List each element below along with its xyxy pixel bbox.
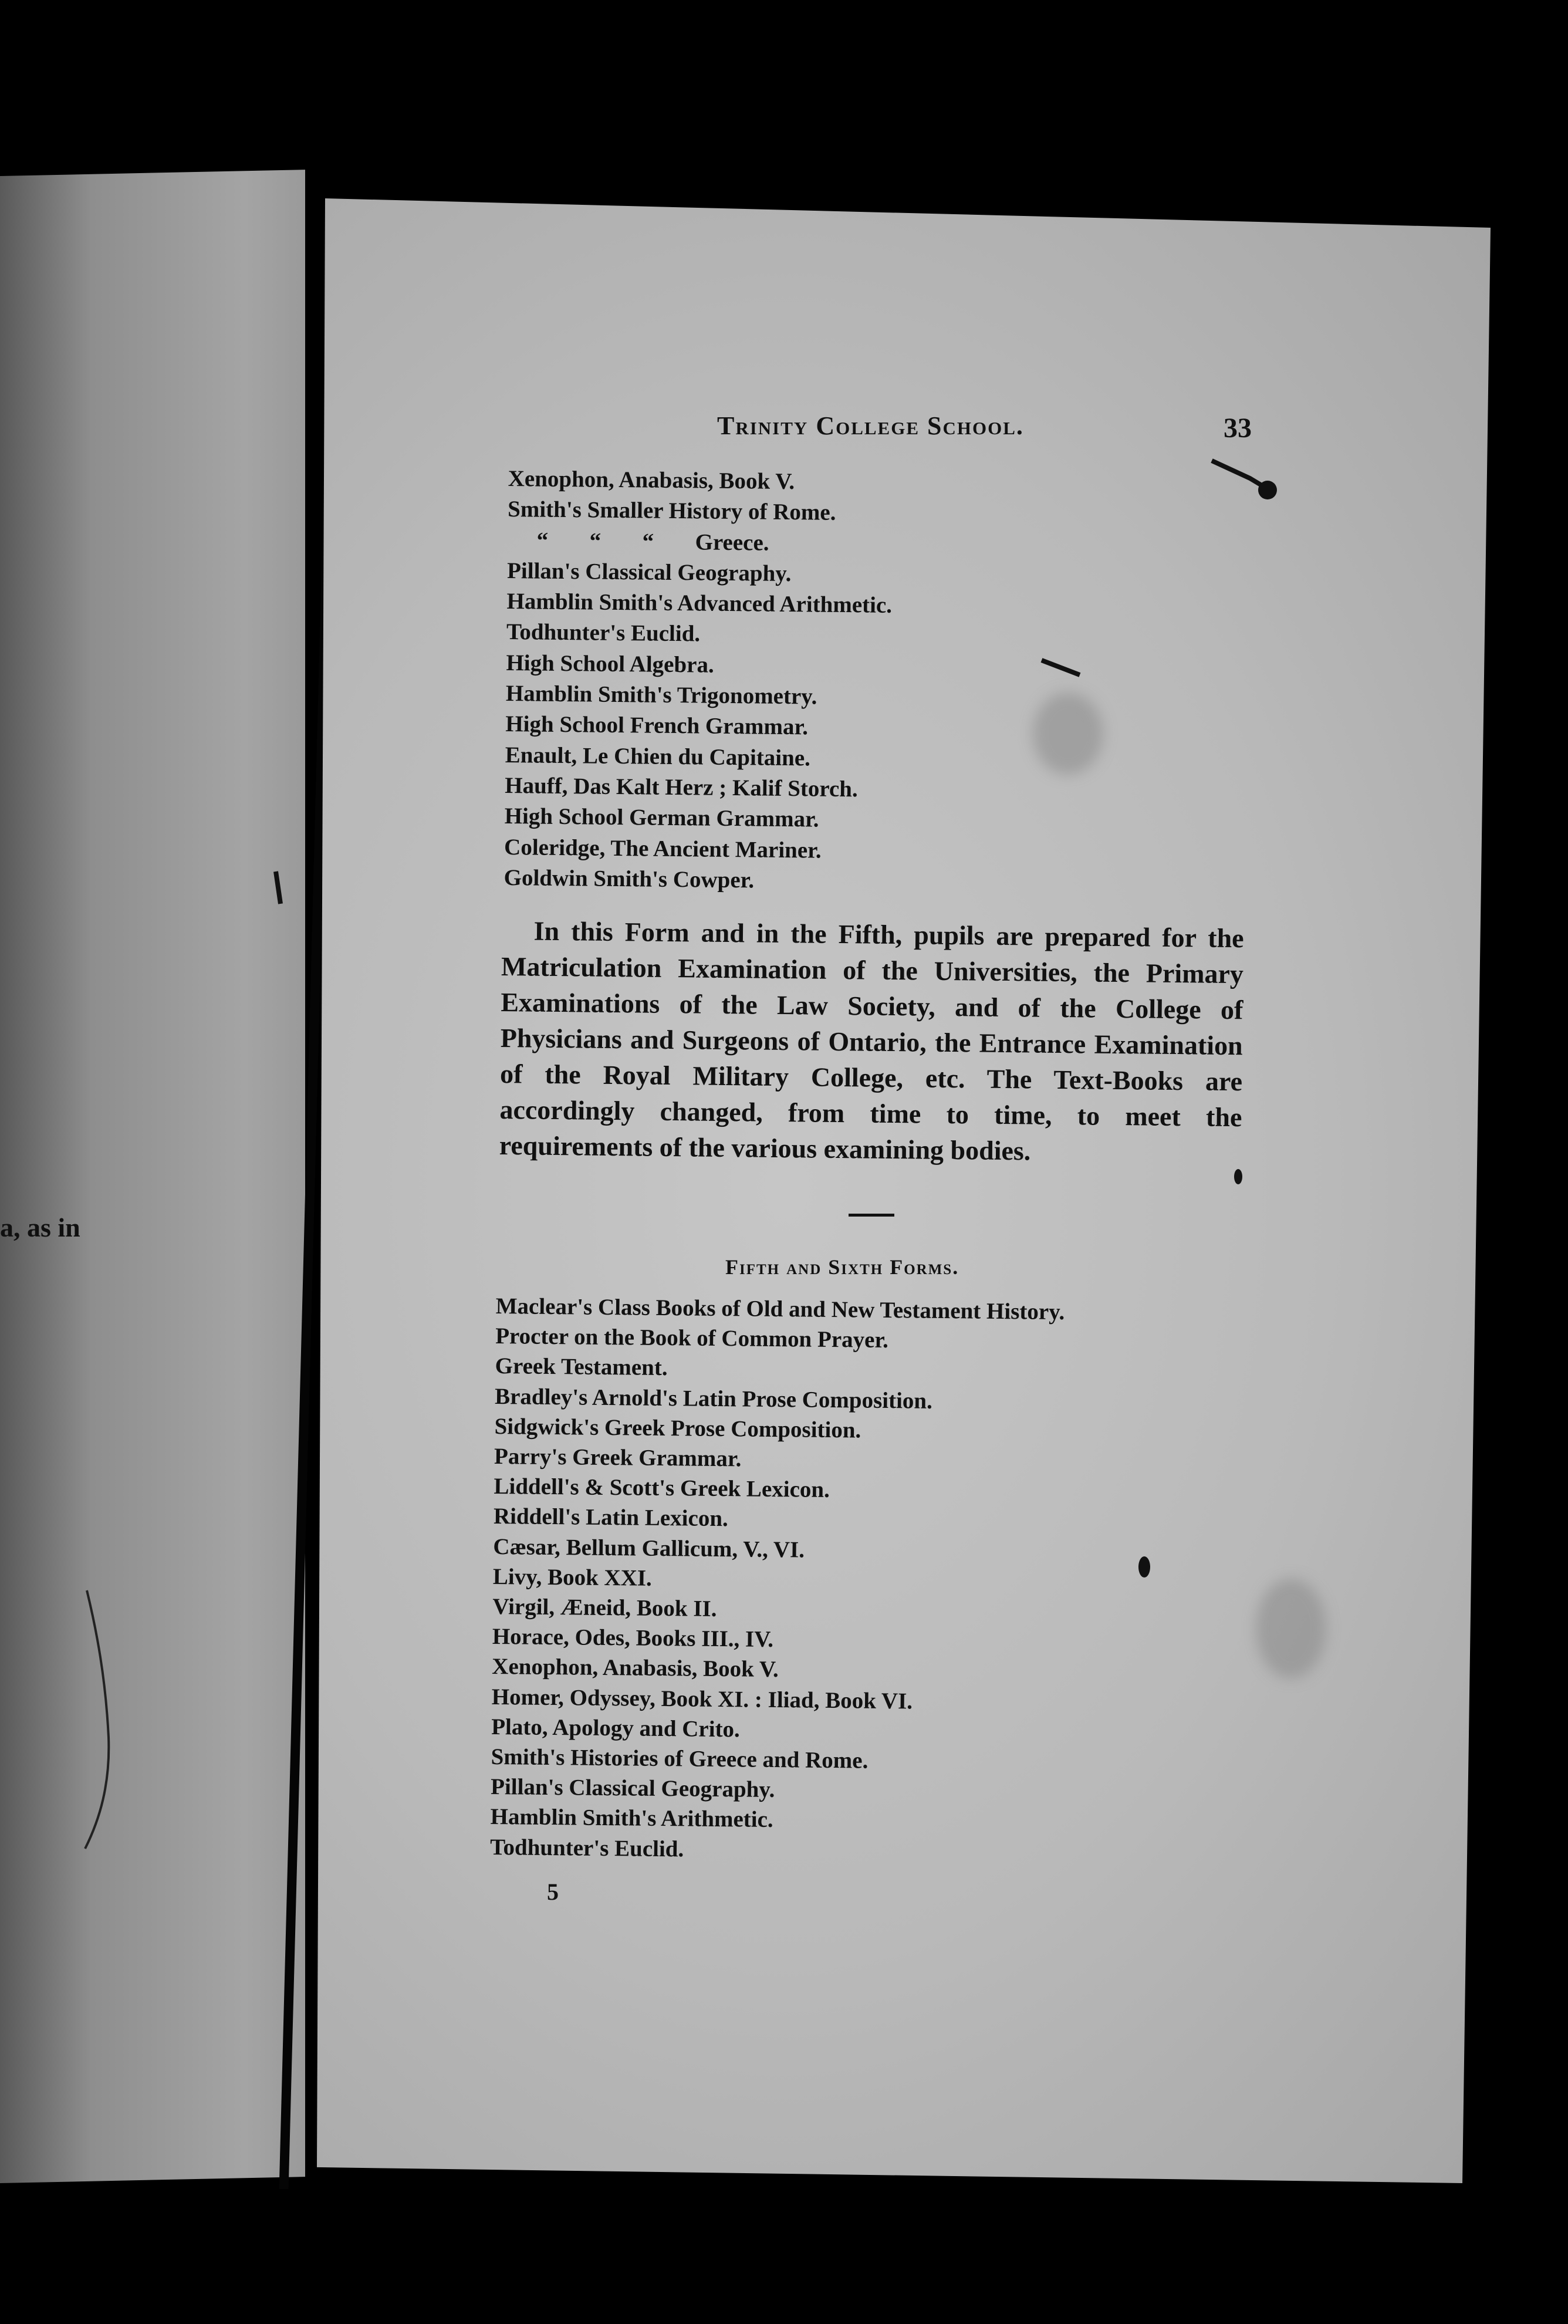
list-item: Xenophon, Anabasis, Book V. <box>492 1654 779 1683</box>
list-item: High School French Grammar. <box>505 711 809 740</box>
ink-mark <box>270 869 288 910</box>
list-item: Todhunter's Euclid. <box>489 1834 684 1862</box>
text-book-list-fourth-form <box>503 464 893 897</box>
list-item: Horace, Odes, Books III., IV. <box>492 1624 774 1653</box>
list-item: Riddell's Latin Lexicon. <box>493 1504 728 1532</box>
list-item: Liddell's & Scott's Greek Lexicon. <box>494 1474 830 1503</box>
list-item: Virgil, Æneid, Book II. <box>492 1594 717 1622</box>
list-item: Bradley's Arnold's Latin Prose Composition. <box>494 1383 933 1414</box>
ink-blot <box>1209 452 1285 516</box>
list-item: High School Algebra. <box>506 650 714 678</box>
list-item-ditto <box>507 525 893 560</box>
section-divider <box>849 1214 894 1217</box>
list-item: Smith's Smaller History of Rome. <box>507 496 836 526</box>
list-item: Cæsar, Bellum Gallicum, V., VI. <box>493 1533 805 1563</box>
list-item: Pillan's Classical Geography. <box>490 1774 775 1803</box>
list-item: Smith's Histories of Greece and Rome. <box>491 1744 869 1774</box>
ink-mark <box>1039 657 1086 681</box>
list-item: Goldwin Smith's Cowper. <box>503 864 755 893</box>
list-item: Enault, Le Chien du Capitaine. <box>505 742 811 771</box>
list-item: Hamblin Smith's Trigonometry. <box>505 681 817 710</box>
list-item: Xenophon, Anabasis, Book V. <box>508 465 795 495</box>
list-item: Procter on the Book of Common Prayer. <box>495 1323 889 1353</box>
list-item: Livy, Book XXI. <box>492 1563 653 1591</box>
list-item: Maclear's Class Books of Old and New Testament History. <box>495 1293 1065 1325</box>
list-item: Parry's Greek Grammar. <box>494 1444 742 1472</box>
page-number: 33 <box>1224 413 1252 444</box>
running-head: Trinity College School. <box>717 411 1024 440</box>
list-item: Greek Testament. <box>495 1353 668 1381</box>
list-item: Pillan's Classical Geography. <box>506 558 792 586</box>
list-item: Todhunter's Euclid. <box>506 619 701 647</box>
body-paragraph <box>499 913 1244 1171</box>
list-item: Hamblin Smith's Advanced Arithmetic. <box>506 589 893 619</box>
text-book-list-fifth-sixth-forms <box>490 1291 1065 1868</box>
ditto-mark: “ <box>642 528 654 555</box>
ink-spot <box>1229 1162 1247 1191</box>
list-item: Coleridge, The Ancient Mariner. <box>503 834 822 863</box>
ditto-mark: “ <box>536 528 549 553</box>
ink-spot <box>1133 1549 1156 1585</box>
list-item: Plato, Apology and Crito. <box>491 1714 741 1742</box>
list-item: Sidgwick's Greek Prose Composition. <box>494 1413 861 1443</box>
printer-signature-mark: 5 <box>547 1879 559 1905</box>
list-item: Hauff, Das Kalt Herz ; Kalif Storch. <box>505 772 858 802</box>
ditto-mark: “ <box>589 528 601 554</box>
list-item: High School German Grammar. <box>504 803 819 832</box>
list-item: Hamblin Smith's Arithmetic. <box>490 1804 773 1833</box>
list-item-label: Greece. <box>695 529 769 556</box>
paragraph-text: In this Form and in the Fifth, pupils are prepared for the Matriculation Examination of the Universities, the Primary Examinations of the Law Society, and of the College of Physicians and Surgeons of Ontario, the Entrance Examination of the Royal Military College, etc. The Text-Books are accordingly changed, from time to time, to meet the requirements of the various examining bodies. <box>499 916 1244 1166</box>
list-item: Homer, Odyssey, Book XI. : Iliad, Book VI. <box>491 1684 913 1714</box>
section-heading: Fifth and Sixth Forms. <box>725 1255 959 1279</box>
left-page-text-fragment: a, as in <box>0 1212 80 1242</box>
